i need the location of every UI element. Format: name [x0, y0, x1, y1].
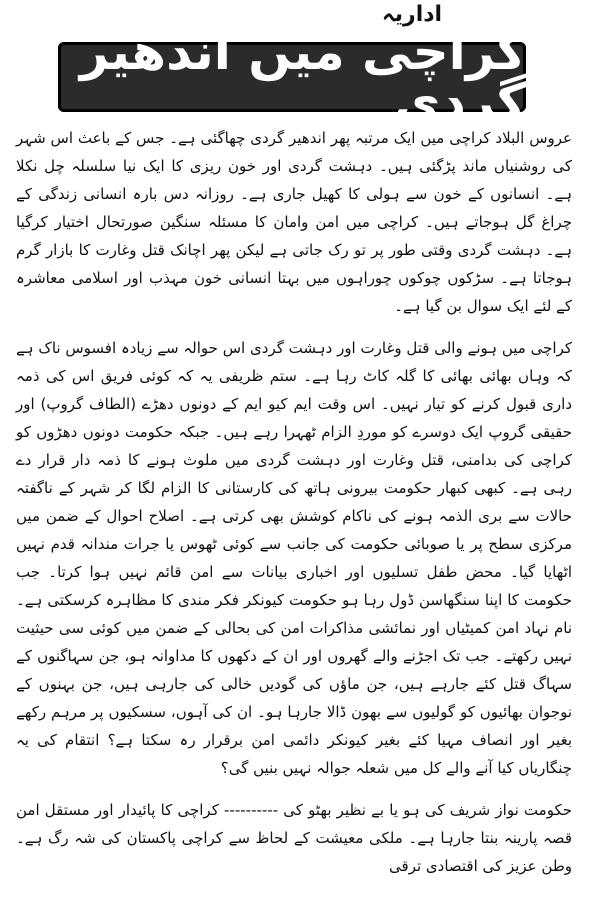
headline-banner: کراچی میں اندھیر گردی — [58, 42, 526, 112]
paragraph: حکومت نواز شریف کی ہو یا بے نظیر بھٹو کی ---------- کراچی کا پائیدار اور مستقل امن قصہ پارینہ بنتا جارہا ہے۔ ملکی معیشت کے لحاظ سے کراچی پاکستان کی شہ رگ ہے۔ وطن عزیز کی اقتصادی ترقی — [16, 801, 572, 875]
section-kicker: اداریہ — [381, 2, 443, 27]
paragraph: عروس البلاد کراچی میں ایک مرتبہ پھر اندھیر گردی چھاگئی ہے۔ جس کے باعث اس شہر کی روشنیاں ماند پڑگئی ہیں۔ دہشت گردی اور خون ریزی کا ایک نیا سلسلہ چل نکلا ہے۔ انسانوں کے خون سے ہولی کا کھیل جاری ہے۔ روزانہ دس بارہ انسانی زندگی کے چراغ گل ہوجاتے ہیں۔ کراچی میں امن وامان کا مسئلہ سنگین صورتحال اختیار کرگیا ہے۔ دہشت گردی وقتی طور پر تو رک جاتی ہے لیکن پھر اچانک قتل وغارت کا بازار گرم ہوجاتا ہے۔ سڑکوں چوکوں چوراہوں میں بہتا انسانی خون مہذب اور اسلامی معاشرہ کے لئے ایک سوال بن گیا ہے۔ — [16, 129, 572, 315]
paragraph: کراچی میں ہونے والی قتل وغارت اور دہشت گردی اس حوالہ سے زیادہ افسوس ناک ہے کہ وہاں بھائی بھائی کا گلہ کاٹ رہا ہے۔ ستم ظریفی یہ کہ کوئی فریق اس کی ذمہ داری قبول کرنے کو تیار نہیں۔ اس وقت ایم کیو ایم کے دونوں دھڑے (الطاف گروپ) اور حقیقی گروپ ایک دوسرے کو موردِ الزام ٹھہرا رہے ہیں۔ جبکہ حکومت دونوں دھڑوں کو کراچی کی بدامنی، قتل وغارت اور دہشت گردی میں ملوث ہونے کا ذمہ دار قرار دے رہی ہے۔ کبھی کبھار حکومت بیرونی ہاتھ کی کارستانی کا الزام لگا کر شہر کے ناگفتہ حالات سے بری الذمہ ہونے کی ناکام کوشش بھی کرتی ہے۔ اصلاح احوال کے ضمن میں مرکزی سطح پر یا صوبائی حکومت کی جانب سے کوئی ٹھوس یا جرات مندانہ قدم نہیں اٹھایا گیا۔ محض طفل تسلیوں اور اخباری بیانات سے امن قائم نہیں ہوا کرتا۔ جب حکومت کا اپنا سنگھاسن ڈول رہا ہو حکومت کیونکر فکر مندی کا مظاہرہ کرسکتی ہے۔ نام نہاد امن کمیٹیاں اور نمائشی مذاکرات امن کی بحالی کے ضمن میں کوئی سی حیثیت نہیں رکھتے۔ جب تک اجڑنے والے گھروں اور ان کے دکھوں کا مداوانہ ہو، جن سہاگنوں کے سہاگ قتل کئے جارہے ہیں، جن ماؤں کی گودیں خالی کی جارہی ہیں، جن بہنوں کے نوجوان بھائیوں کو گولیوں سے بھون ڈالا جارہا ہو۔ ان کی آہوں، سسکیوں پر مرہم رکھے بغیر اور انصاف مہیا کئے بغیر کیونکر دائمی امن برقرار رہ سکتا ہے؟ انتقام کی یہ چنگاریاں کیا آنے والے کل میں شعلہ جوالہ نہیں بنیں گی؟ — [16, 339, 572, 777]
article-body — [16, 124, 572, 880]
